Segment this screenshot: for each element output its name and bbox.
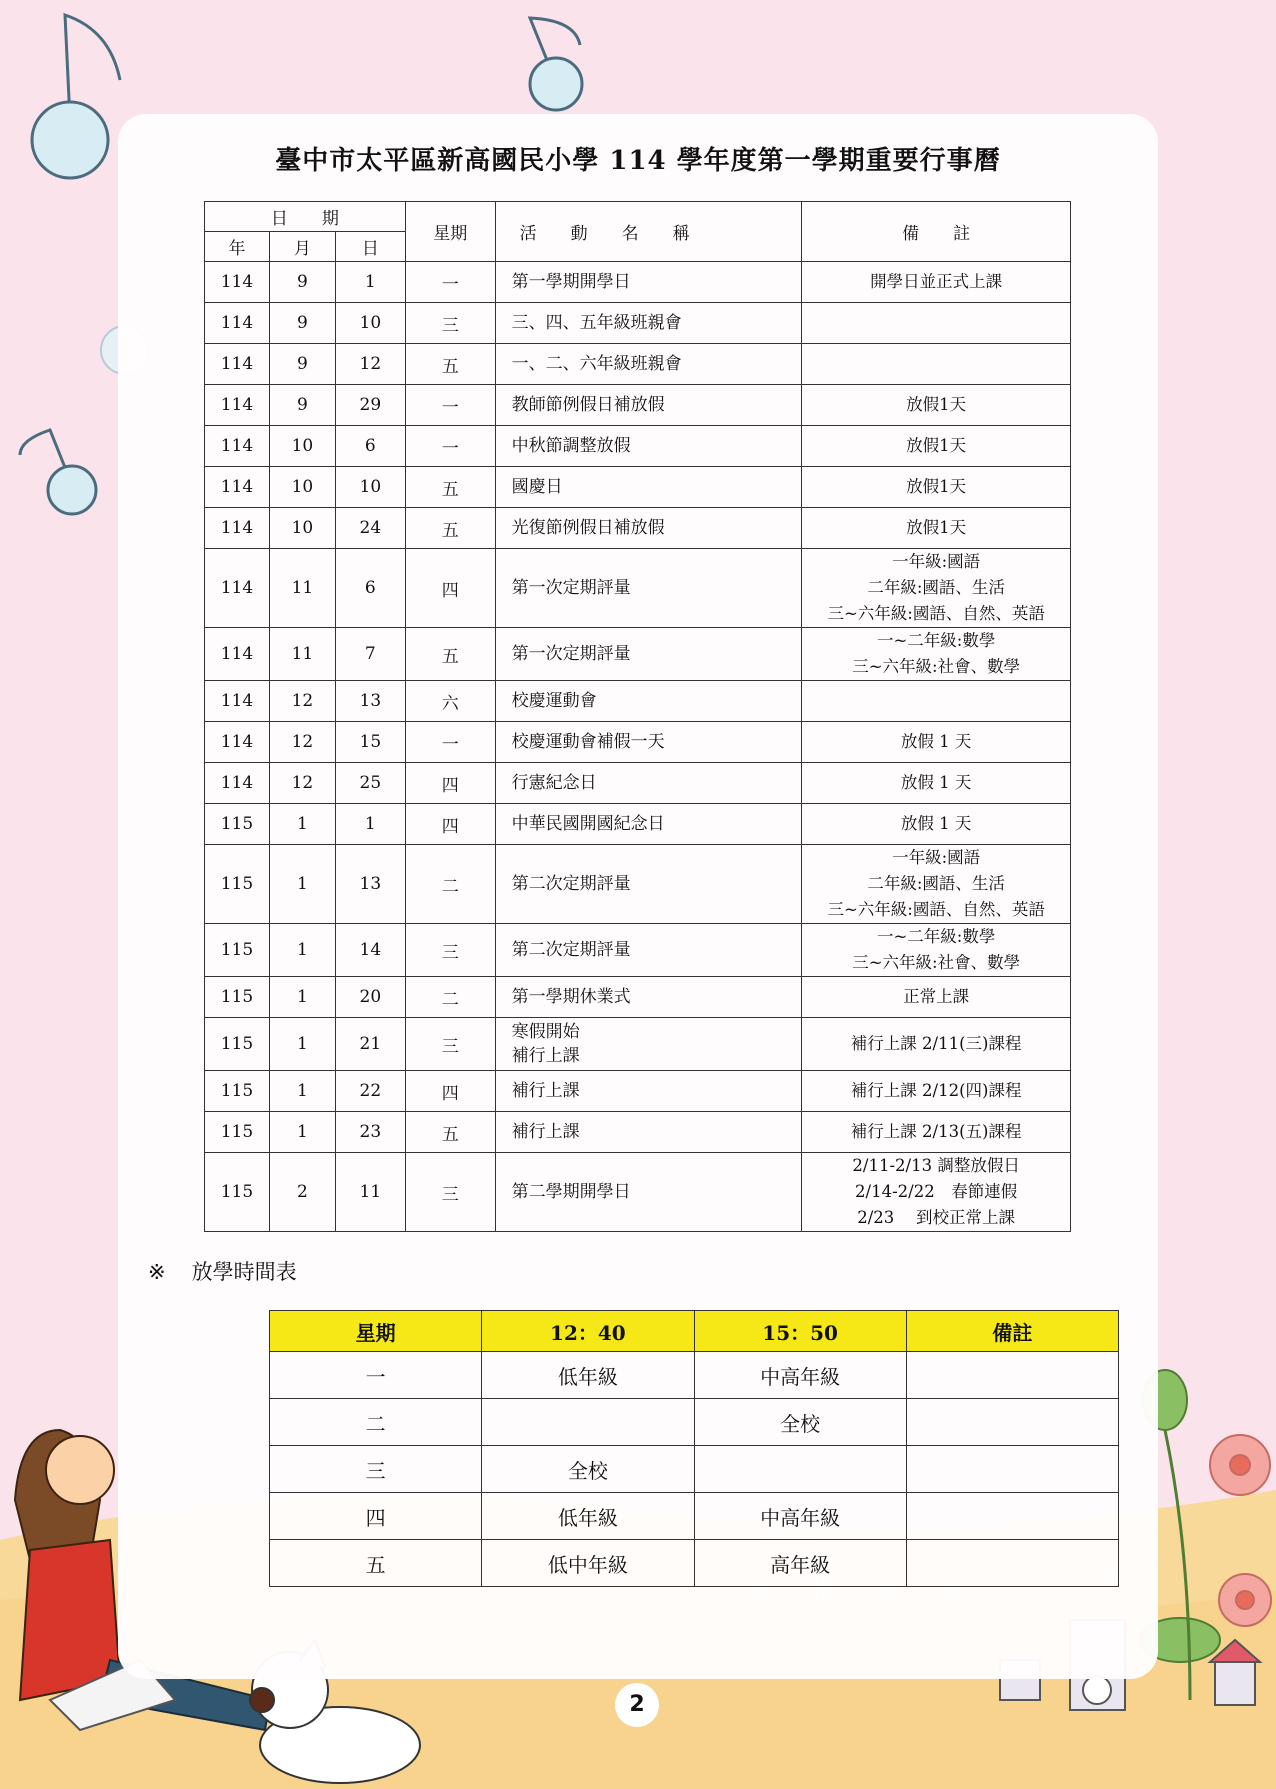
dismissal-header-cell: 備註 <box>906 1311 1118 1352</box>
month-cell: 11 <box>269 628 335 681</box>
month-cell: 9 <box>269 303 335 344</box>
note-cell <box>802 681 1071 722</box>
year-cell: 115 <box>205 977 270 1018</box>
month-cell: 1 <box>269 804 335 845</box>
reference-mark: ※ <box>148 1260 166 1284</box>
dismissal-header-cell: 15：50 <box>694 1311 906 1352</box>
dismissal-cell: 中高年級 <box>694 1493 906 1540</box>
year-cell: 114 <box>205 722 270 763</box>
activity-cell <box>495 344 802 385</box>
activity-line: 三、四、五年級班親會 <box>511 313 682 333</box>
dismissal-cell: 三 <box>270 1446 482 1493</box>
year-cell: 115 <box>205 1071 270 1112</box>
activity-line: 第二學期開學日 <box>511 1182 631 1202</box>
activity-cell <box>495 845 802 924</box>
day-cell: 14 <box>335 924 405 977</box>
activity-cell <box>495 1112 802 1153</box>
year-cell: 115 <box>205 1112 270 1153</box>
month-cell: 2 <box>269 1153 335 1232</box>
dismissal-cell: 中高年級 <box>694 1352 906 1399</box>
activity-line: 一、二、六年級班親會 <box>511 354 682 374</box>
dismissal-cell: 全校 <box>694 1399 906 1446</box>
note-line: 放假 1 天 <box>900 773 972 792</box>
year-cell: 114 <box>205 763 270 804</box>
weekday-cell: 一 <box>405 722 495 763</box>
day-cell: 10 <box>335 303 405 344</box>
activity-line: 第一學期開學日 <box>511 272 631 292</box>
year-cell: 115 <box>205 1018 270 1071</box>
month-cell: 10 <box>269 508 335 549</box>
activity-cell <box>495 262 802 303</box>
calendar-row <box>205 344 1071 385</box>
dismissal-body <box>270 1352 1119 1587</box>
day-cell: 13 <box>335 845 405 924</box>
note-cell <box>802 924 1071 977</box>
calendar-row <box>205 1112 1071 1153</box>
activity-line: 第一次定期評量 <box>511 578 631 598</box>
day-cell: 13 <box>335 681 405 722</box>
weekday-cell: 二 <box>405 977 495 1018</box>
month-cell: 12 <box>269 763 335 804</box>
month-cell: 9 <box>269 262 335 303</box>
note-line: 三~六年級:國語、自然、英語 <box>827 604 1045 623</box>
activity-line: 國慶日 <box>511 477 563 497</box>
activity-cell <box>495 681 802 722</box>
weekday-cell: 五 <box>405 508 495 549</box>
note-line: 三~六年級:國語、自然、英語 <box>827 900 1045 919</box>
note-cell <box>802 303 1071 344</box>
note-header: 備 註 <box>802 202 1071 262</box>
note-cell <box>802 845 1071 924</box>
calendar-row <box>205 845 1071 924</box>
month-cell: 1 <box>269 845 335 924</box>
activity-cell <box>495 722 802 763</box>
note-line: 放假1天 <box>906 395 967 414</box>
dismissal-row <box>270 1493 1119 1540</box>
dismissal-cell: 二 <box>270 1399 482 1446</box>
activity-line: 補行上課 <box>511 1046 580 1066</box>
calendar-row <box>205 763 1071 804</box>
note-cell <box>802 262 1071 303</box>
day-cell: 1 <box>335 262 405 303</box>
weekday-cell: 四 <box>405 763 495 804</box>
dismissal-cell: 低中年級 <box>482 1540 694 1587</box>
calendar-row <box>205 1018 1071 1071</box>
year-cell: 114 <box>205 549 270 628</box>
month-cell: 9 <box>269 344 335 385</box>
note-cell <box>802 977 1071 1018</box>
day-cell: 24 <box>335 508 405 549</box>
music-note-icon <box>20 430 96 514</box>
note-line: 放假1天 <box>906 477 967 496</box>
calendar-row <box>205 977 1071 1018</box>
day-cell: 6 <box>335 549 405 628</box>
activity-line: 教師節例假日補放假 <box>511 395 665 415</box>
dismissal-cell: 低年級 <box>482 1352 694 1399</box>
note-cell <box>802 344 1071 385</box>
weekday-cell: 一 <box>405 426 495 467</box>
note-line: 補行上課 2/13(五)課程 <box>850 1122 1022 1141</box>
note-cell <box>802 385 1071 426</box>
activity-cell <box>495 1071 802 1112</box>
note-line: 放假 1 天 <box>900 814 972 833</box>
note-cell <box>802 722 1071 763</box>
activity-line: 寒假開始 <box>511 1022 580 1042</box>
note-line: 2/23 到校正常上課 <box>857 1208 1016 1227</box>
weekday-cell: 五 <box>405 1112 495 1153</box>
dismissal-cell <box>906 1493 1118 1540</box>
weekday-cell: 三 <box>405 1018 495 1071</box>
music-note-icon <box>530 18 582 110</box>
weekday-cell: 一 <box>405 262 495 303</box>
note-line: 二年級:國語、生活 <box>867 578 1005 597</box>
weekday-cell: 一 <box>405 385 495 426</box>
note-cell <box>802 628 1071 681</box>
activity-line: 光復節例假日補放假 <box>511 518 665 538</box>
day-cell: 1 <box>335 804 405 845</box>
activity-header: 活 動 名 稱 <box>495 202 802 262</box>
day-header: 日 <box>335 232 405 262</box>
day-cell: 15 <box>335 722 405 763</box>
calendar-row <box>205 804 1071 845</box>
note-line: 正常上課 <box>903 987 970 1006</box>
month-cell: 1 <box>269 924 335 977</box>
note-cell <box>802 508 1071 549</box>
activity-line: 第一次定期評量 <box>511 644 631 664</box>
note-cell <box>802 804 1071 845</box>
calendar-row <box>205 303 1071 344</box>
activity-cell <box>495 426 802 467</box>
note-cell <box>802 1112 1071 1153</box>
activity-line: 第一學期休業式 <box>511 987 631 1007</box>
month-header: 月 <box>269 232 335 262</box>
page-title: 臺中市太平區新高國民小學 114 學年度第一學期重要行事曆 <box>275 146 1001 176</box>
day-cell: 29 <box>335 385 405 426</box>
weekday-cell: 四 <box>405 1071 495 1112</box>
dismissal-cell: 全校 <box>482 1446 694 1493</box>
year-cell: 114 <box>205 467 270 508</box>
activity-cell <box>495 549 802 628</box>
dismissal-header-cell: 12：40 <box>482 1311 694 1352</box>
day-cell: 23 <box>335 1112 405 1153</box>
year-header: 年 <box>205 232 270 262</box>
activity-line: 中華民國開國紀念日 <box>511 814 665 834</box>
note-line: 補行上課 2/11(三)課程 <box>850 1034 1022 1053</box>
dismissal-time-table <box>269 1310 1119 1587</box>
note-cell <box>802 549 1071 628</box>
weekday-cell: 五 <box>405 628 495 681</box>
dismissal-cell: 一 <box>270 1352 482 1399</box>
calendar-row <box>205 262 1071 303</box>
day-cell: 22 <box>335 1071 405 1112</box>
calendar-row <box>205 1153 1071 1232</box>
month-cell: 1 <box>269 977 335 1018</box>
activity-line: 補行上課 <box>511 1122 580 1142</box>
dismissal-header-cell: 星期 <box>270 1311 482 1352</box>
day-cell: 11 <box>335 1153 405 1232</box>
activity-cell <box>495 1018 802 1071</box>
dismissal-cell <box>694 1446 906 1493</box>
weekday-cell: 二 <box>405 845 495 924</box>
activity-cell <box>495 467 802 508</box>
note-cell <box>802 1018 1071 1071</box>
note-line: 一~二年級:數學 <box>876 631 996 650</box>
note-cell <box>802 763 1071 804</box>
year-cell: 114 <box>205 508 270 549</box>
note-line: 2/11-2/13 調整放假日 <box>852 1156 1020 1175</box>
year-cell: 114 <box>205 262 270 303</box>
note-line: 補行上課 2/12(四)課程 <box>850 1081 1022 1100</box>
note-line: 放假 1 天 <box>900 732 972 751</box>
weekday-cell: 四 <box>405 804 495 845</box>
dismissal-cell: 高年級 <box>694 1540 906 1587</box>
music-note-icon <box>32 15 120 178</box>
weekday-cell: 三 <box>405 303 495 344</box>
weekday-cell: 三 <box>405 1153 495 1232</box>
activity-cell <box>495 804 802 845</box>
activity-cell <box>495 763 802 804</box>
year-cell: 114 <box>205 628 270 681</box>
activity-line: 中秋節調整放假 <box>511 436 631 456</box>
calendar-row <box>205 681 1071 722</box>
note-line: 三~六年級:社會、數學 <box>852 953 1021 972</box>
calendar-row <box>205 722 1071 763</box>
activity-cell <box>495 924 802 977</box>
dismissal-cell: 四 <box>270 1493 482 1540</box>
activity-line: 行憲紀念日 <box>511 773 597 793</box>
dismissal-row <box>270 1399 1119 1446</box>
dismissal-cell <box>906 1352 1118 1399</box>
weekday-cell: 三 <box>405 924 495 977</box>
day-cell: 25 <box>335 763 405 804</box>
month-cell: 12 <box>269 722 335 763</box>
dismissal-cell <box>906 1446 1118 1493</box>
month-cell: 1 <box>269 1018 335 1071</box>
calendar-row <box>205 426 1071 467</box>
calendar-row <box>205 1071 1071 1112</box>
month-cell: 11 <box>269 549 335 628</box>
note-line: 開學日並正式上課 <box>870 272 1003 291</box>
page-number: 2 <box>615 1683 659 1727</box>
calendar-row <box>205 467 1071 508</box>
activity-cell <box>495 508 802 549</box>
dismissal-cell: 低年級 <box>482 1493 694 1540</box>
day-cell: 6 <box>335 426 405 467</box>
weekday-cell: 四 <box>405 549 495 628</box>
year-cell: 114 <box>205 426 270 467</box>
activity-line: 補行上課 <box>511 1081 580 1101</box>
note-cell <box>802 1071 1071 1112</box>
month-cell: 9 <box>269 385 335 426</box>
year-cell: 114 <box>205 681 270 722</box>
year-cell: 115 <box>205 1153 270 1232</box>
activity-line: 校慶運動會補假一天 <box>511 732 665 752</box>
dismissal-cell <box>906 1399 1118 1446</box>
month-cell: 1 <box>269 1071 335 1112</box>
note-line: 一年級:國語 <box>892 552 981 571</box>
calendar-row <box>205 385 1071 426</box>
dismissal-row <box>270 1352 1119 1399</box>
day-cell: 20 <box>335 977 405 1018</box>
month-cell: 12 <box>269 681 335 722</box>
date-header: 日 期 <box>205 202 406 232</box>
note-line: 放假1天 <box>906 518 967 537</box>
dismissal-cell <box>906 1540 1118 1587</box>
activity-line: 第二次定期評量 <box>511 874 631 894</box>
note-cell <box>802 467 1071 508</box>
weekday-header: 星期 <box>405 202 495 262</box>
weekday-cell: 五 <box>405 467 495 508</box>
activity-line: 第二次定期評量 <box>511 940 631 960</box>
dismissal-title: 放學時間表 <box>191 1260 297 1284</box>
dismissal-section-heading <box>148 1256 297 1286</box>
note-line: 放假1天 <box>906 436 967 455</box>
day-cell: 12 <box>335 344 405 385</box>
dismissal-cell <box>482 1399 694 1446</box>
day-cell: 21 <box>335 1018 405 1071</box>
month-cell: 10 <box>269 467 335 508</box>
month-cell: 10 <box>269 426 335 467</box>
year-cell: 114 <box>205 303 270 344</box>
year-cell: 114 <box>205 385 270 426</box>
day-cell: 7 <box>335 628 405 681</box>
activity-cell <box>495 385 802 426</box>
year-cell: 115 <box>205 845 270 924</box>
dismissal-header-row <box>270 1311 1119 1352</box>
year-cell: 115 <box>205 804 270 845</box>
note-line: 二年級:國語、生活 <box>867 874 1005 893</box>
note-line: 一~二年級:數學 <box>876 927 996 946</box>
calendar-row <box>205 549 1071 628</box>
dismissal-row <box>270 1540 1119 1587</box>
day-cell: 10 <box>335 467 405 508</box>
weekday-cell: 五 <box>405 344 495 385</box>
note-cell <box>802 426 1071 467</box>
activity-cell <box>495 1153 802 1232</box>
school-calendar-table <box>204 201 1071 1232</box>
activity-line: 校慶運動會 <box>511 691 597 711</box>
activity-cell <box>495 628 802 681</box>
note-line: 2/14-2/22 春節連假 <box>855 1182 1018 1201</box>
note-cell <box>802 1153 1071 1232</box>
activity-cell <box>495 303 802 344</box>
calendar-row <box>205 924 1071 977</box>
dismissal-cell: 五 <box>270 1540 482 1587</box>
calendar-row <box>205 508 1071 549</box>
calendar-row <box>205 628 1071 681</box>
note-line: 三~六年級:社會、數學 <box>852 657 1021 676</box>
weekday-cell: 六 <box>405 681 495 722</box>
note-line: 一年級:國語 <box>892 848 981 867</box>
calendar-body <box>205 262 1071 1232</box>
month-cell: 1 <box>269 1112 335 1153</box>
activity-cell <box>495 977 802 1018</box>
year-cell: 114 <box>205 344 270 385</box>
year-cell: 115 <box>205 924 270 977</box>
dismissal-row <box>270 1446 1119 1493</box>
